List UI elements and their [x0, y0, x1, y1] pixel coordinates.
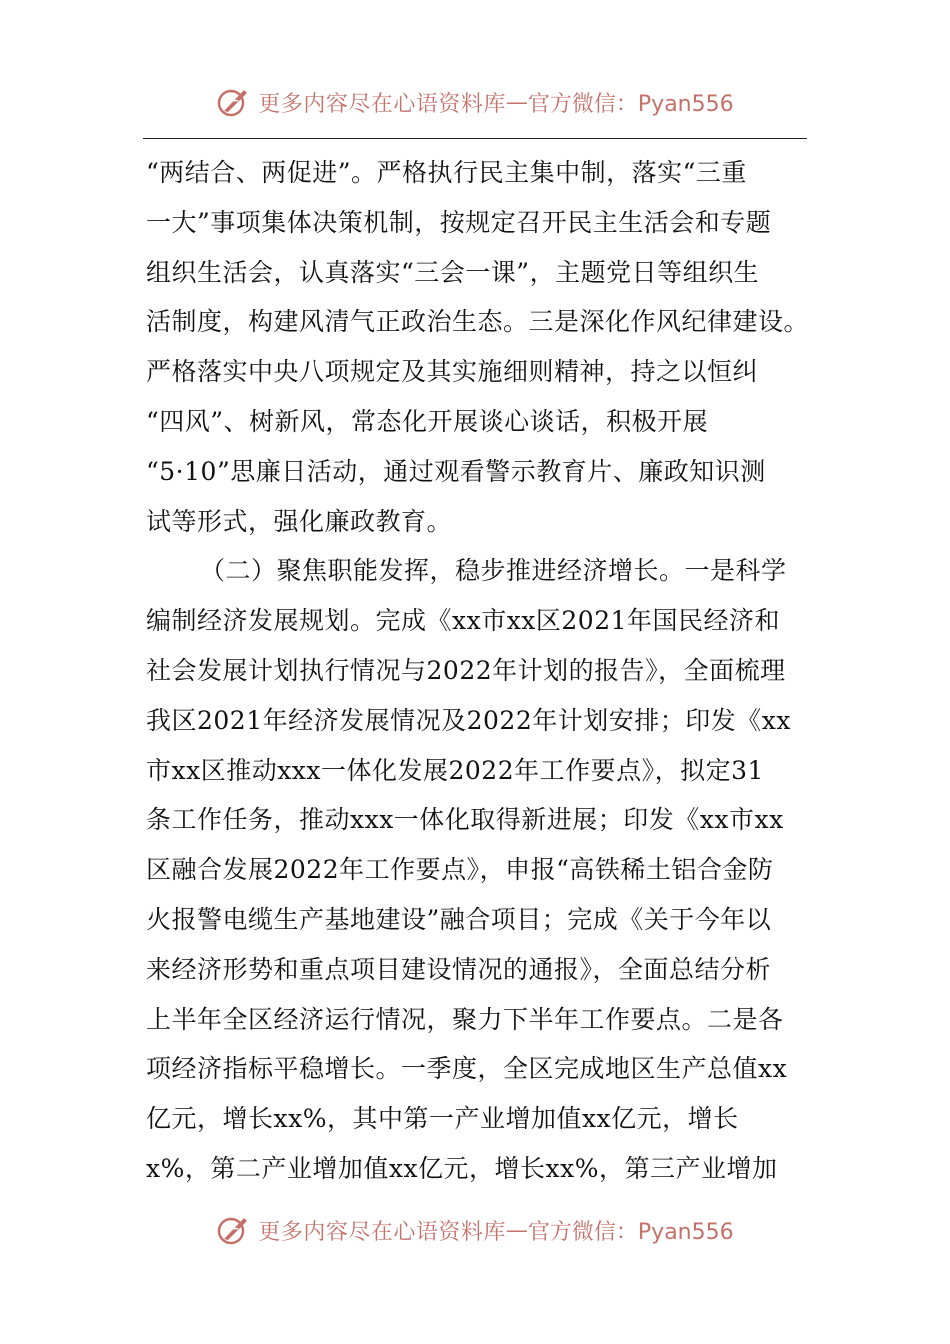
quill-logo-icon	[216, 85, 250, 119]
watermark-separator: —	[505, 89, 528, 115]
body-line: “5·10”思廉日活动，通过观看警示教育片、廉政知识测	[146, 456, 766, 486]
body-line: 严格落实中央八项规定及其实施细则精神，持之以恒纠	[146, 357, 759, 387]
body-line: “两结合、两促进”。严格执行民主集中制，落实“三重	[146, 158, 747, 187]
section-heading-line: （二）聚焦职能发挥，稳步推进经济增长。一是科学	[200, 556, 787, 586]
document-body	[146, 148, 810, 1194]
body-line: x%，第二产业增加值xx亿元，增长xx%，第三产业增加	[146, 1153, 778, 1183]
header-divider	[143, 138, 807, 139]
body-line: 我区2021年经济发展情况及2022年计划安排；印发《xx	[146, 705, 791, 735]
body-line: 活制度，构建风清气正政治生态。三是深化作风纪律建设。	[146, 307, 810, 337]
header-watermark	[0, 82, 950, 122]
body-line: 社会发展计划执行情况与2022年计划的报告》，全面梳理	[146, 655, 786, 685]
watermark-account-text: 官方微信：Pyan556	[527, 91, 734, 117]
body-line: 编制经济发展规划。完成《xx市xx区2021年国民经济和	[146, 606, 781, 636]
body-line: 条工作任务，推动xxx一体化取得新进展；印发《xx市xx	[146, 805, 784, 835]
body-line: 市xx区推动xxx一体化发展2022年工作要点》，拟定31	[146, 755, 764, 785]
watermark-site-text: 更多内容尽在心语资料库	[258, 1219, 506, 1245]
watermark-site-text: 更多内容尽在心语资料库	[258, 91, 506, 117]
body-line: 项经济指标平稳增长。一季度，全区完成地区生产总值xx	[146, 1054, 788, 1084]
body-line: “四风”、树新风，常态化开展谈心谈话，积极开展	[146, 406, 709, 436]
body-line: 试等形式，强化廉政教育。	[146, 506, 453, 536]
body-line: 一大”事项集体决策机制，按规定召开民主生活会和专题	[146, 207, 772, 237]
body-line: 组织生活会，认真落实“三会一课”，主题党日等组织生	[146, 257, 760, 287]
body-line: 火报警电缆生产基地建设”融合项目；完成《关于今年以	[146, 904, 772, 934]
body-line: 来经济形势和重点项目建设情况的通报》，全面总结分析	[146, 954, 772, 984]
body-line: 区融合发展2022年工作要点》，申报“高铁稀土铝合金防	[146, 855, 774, 885]
footer-watermark	[0, 1210, 950, 1250]
watermark-account-text: 官方微信：Pyan556	[527, 1219, 734, 1245]
watermark-separator: —	[505, 1217, 528, 1243]
quill-logo-icon	[216, 1213, 250, 1247]
body-line: 上半年全区经济运行情况，聚力下半年工作要点。二是各	[146, 1004, 784, 1034]
body-line: 亿元，增长xx%，其中第一产业增加值xx亿元，增长	[146, 1104, 739, 1134]
